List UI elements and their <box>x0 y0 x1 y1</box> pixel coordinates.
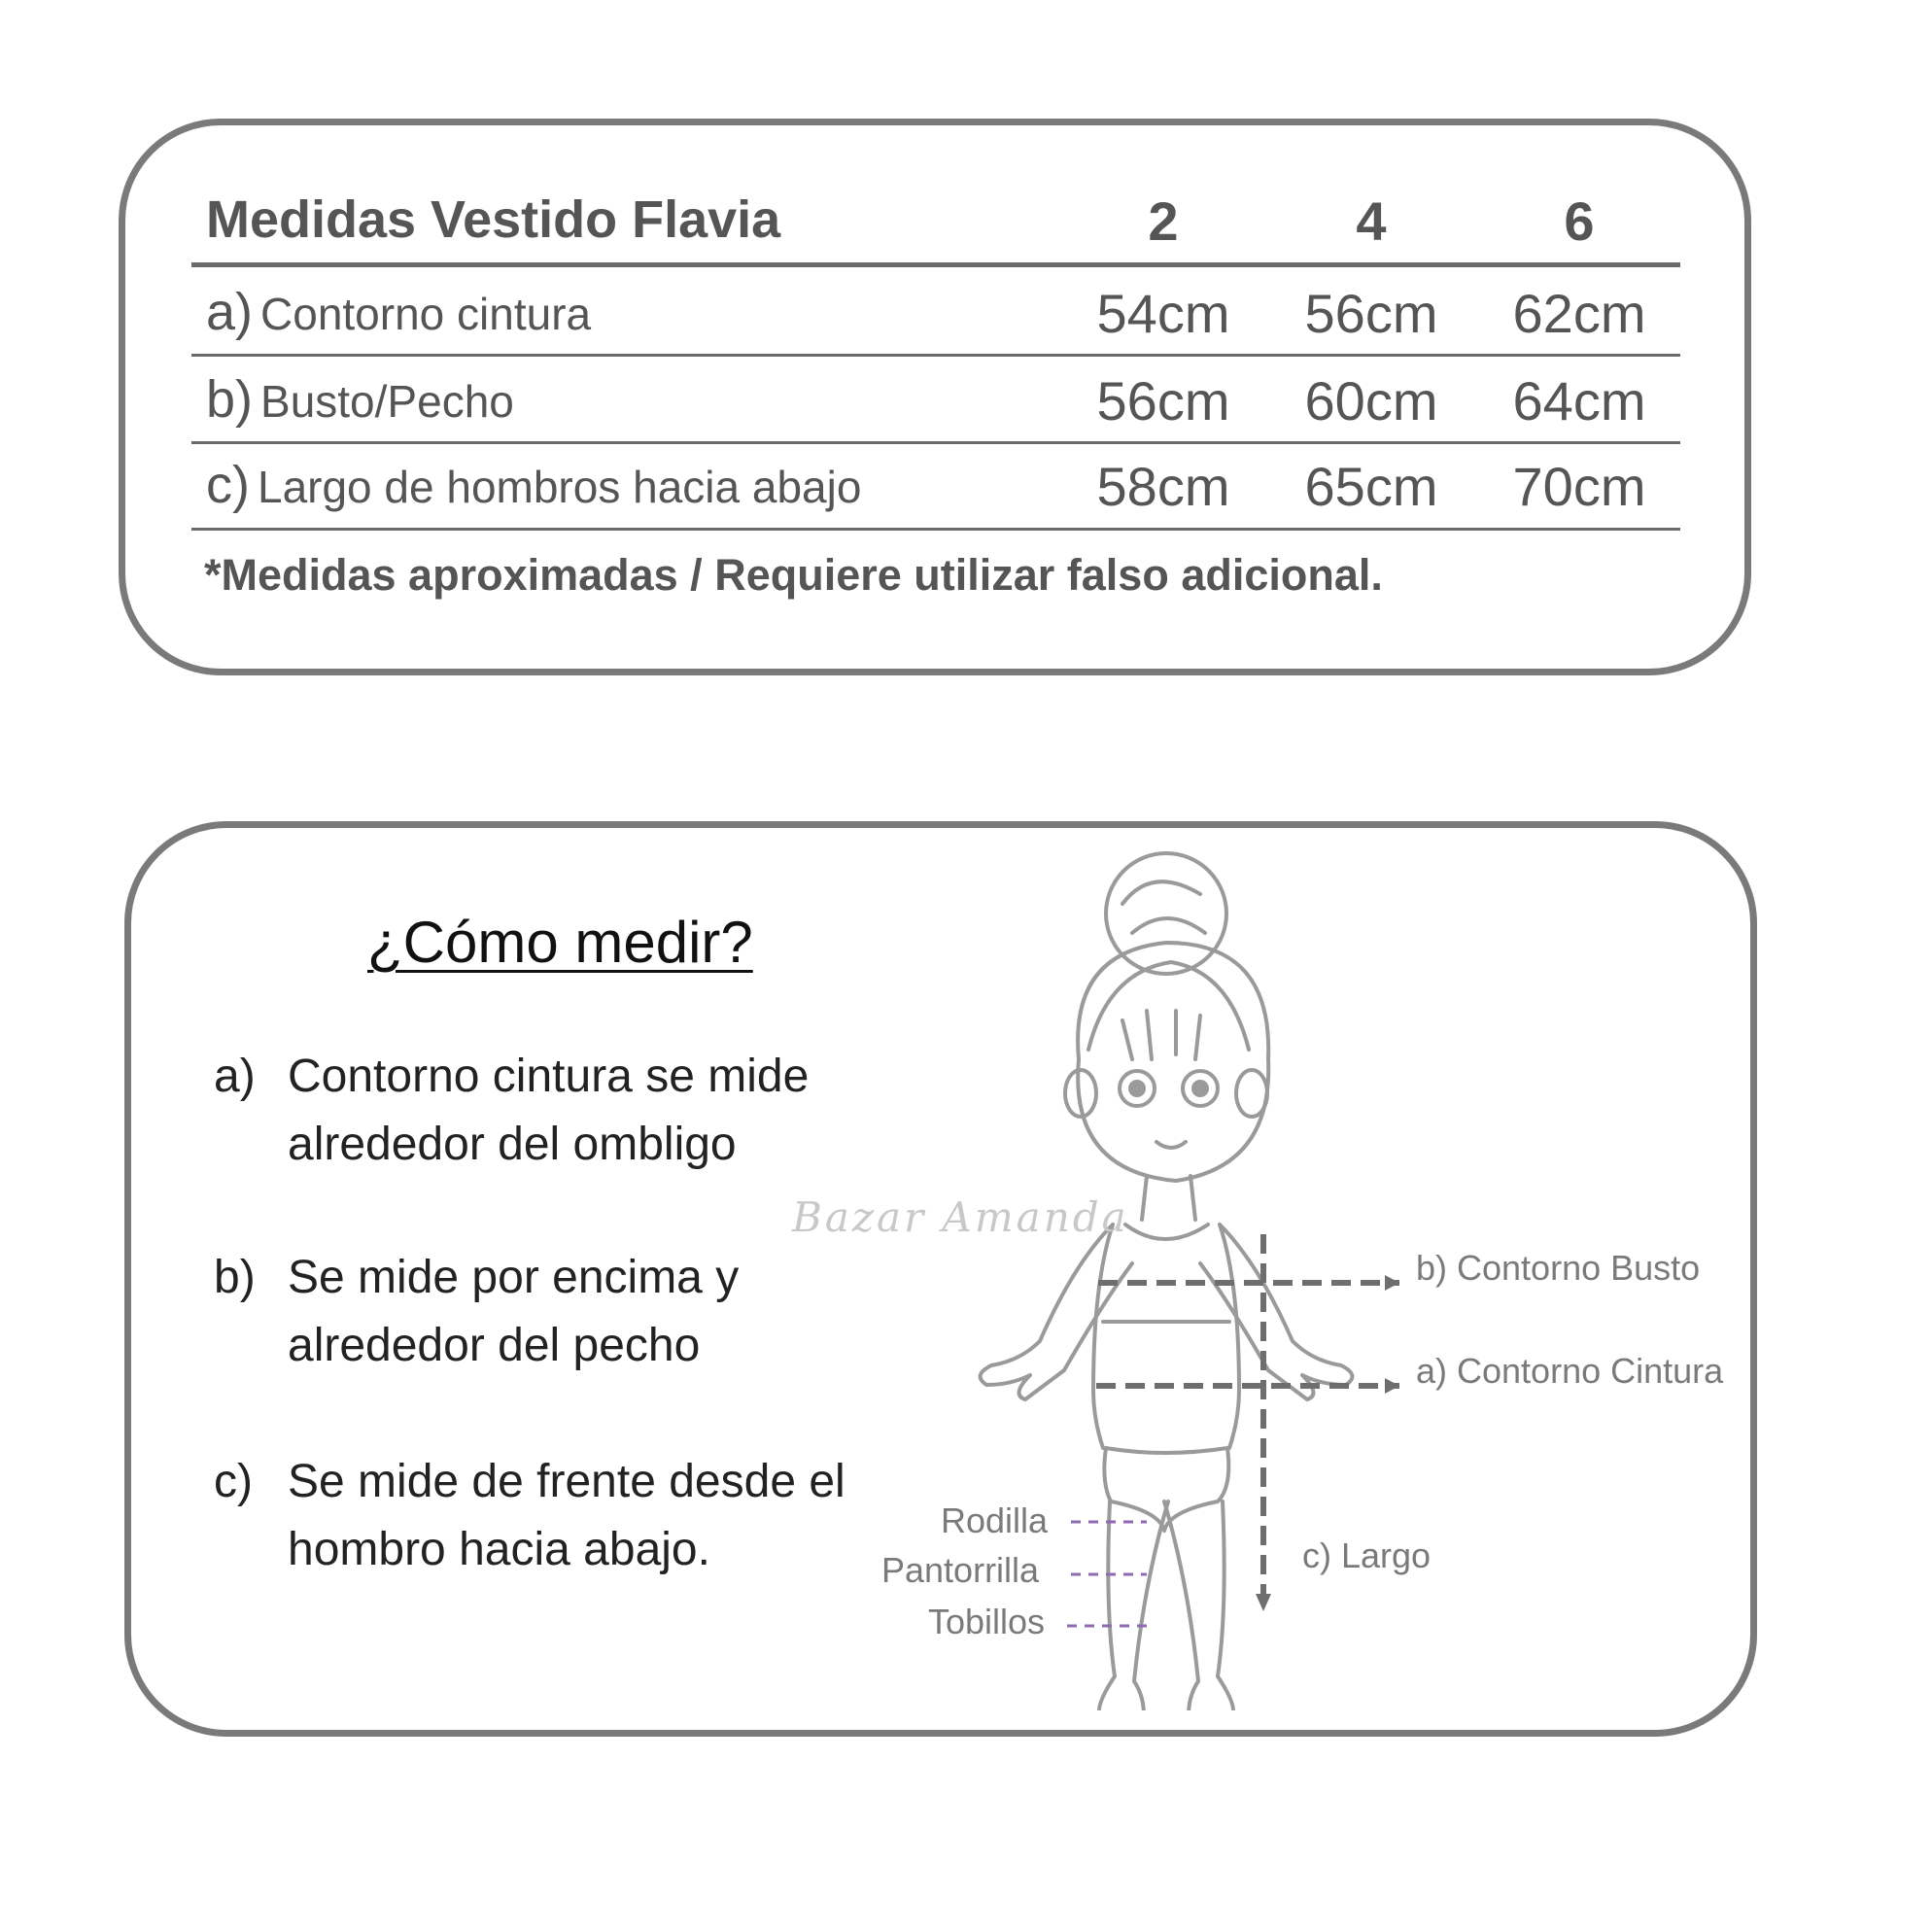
label-largo: c) Largo <box>1302 1535 1432 1575</box>
size-header-6: 6 <box>1564 190 1595 252</box>
value-b-2: 56cm <box>1096 370 1230 431</box>
label-pantorrilla: Pantorrilla <box>881 1550 1040 1590</box>
instruction-text: Se mide por encima y alrededor del pecho <box>288 1252 740 1371</box>
value-c-2: 58cm <box>1096 456 1230 517</box>
size-header-2: 2 <box>1148 190 1179 252</box>
instruction-marker: a) <box>214 1051 256 1102</box>
value-a-4: 56cm <box>1304 283 1438 344</box>
arrow-head-icon <box>1385 1378 1399 1394</box>
value-c-6: 70cm <box>1512 456 1646 517</box>
instruction-text: Contorno cintura se mide alrededor del ombligo <box>288 1051 810 1170</box>
row-label-c: c) Largo de hombros hacia abajo <box>206 456 862 514</box>
header-divider <box>191 262 1680 267</box>
row-divider <box>191 528 1680 531</box>
row-divider <box>191 441 1680 444</box>
instruction-a <box>214 1043 810 1170</box>
instruction-marker: c) <box>214 1456 253 1507</box>
label-tobillos: Tobillos <box>928 1602 1046 1641</box>
size-header-4: 4 <box>1356 190 1387 252</box>
table-note: *Medidas aproximadas / Requiere utilizar falso adicional. <box>204 550 1383 600</box>
label-rodilla: Rodilla <box>941 1501 1049 1540</box>
watermark-text: Bazar Amanda <box>792 1193 1129 1241</box>
instruction-text: Se mide de frente desde el hombro hacia abajo. <box>288 1456 845 1575</box>
row-label-a: a) Contorno cintura <box>206 283 592 341</box>
how-to-title: ¿Cómo medir? <box>367 910 753 975</box>
value-a-2: 54cm <box>1096 283 1230 344</box>
instruction-c <box>214 1448 845 1575</box>
value-c-4: 65cm <box>1304 456 1438 517</box>
label-contorno-busto: b) Contorno Busto <box>1416 1248 1701 1288</box>
table-title: Medidas Vestido Flavia <box>206 190 781 249</box>
value-b-4: 60cm <box>1304 370 1438 431</box>
arrow-head-icon <box>1385 1275 1399 1291</box>
value-b-6: 64cm <box>1512 370 1646 431</box>
value-a-6: 62cm <box>1512 283 1646 344</box>
instruction-b <box>214 1244 740 1371</box>
arrow-head-icon <box>1256 1594 1271 1611</box>
head-shape <box>1078 943 1268 1181</box>
row-label-b: b) Busto/Pecho <box>206 370 514 429</box>
instruction-marker: b) <box>214 1252 256 1303</box>
label-contorno-cintura: a) Contorno Cintura <box>1416 1351 1724 1391</box>
row-divider <box>191 354 1680 357</box>
